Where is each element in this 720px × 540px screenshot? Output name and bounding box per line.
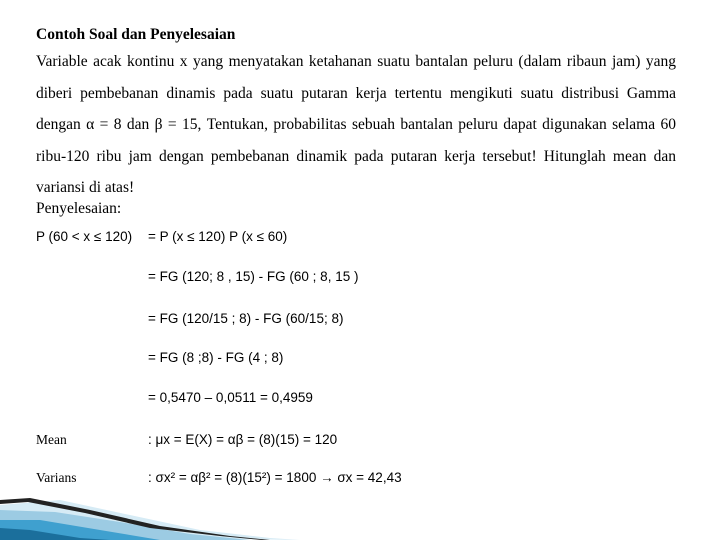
probability-lhs: P (60 < x ≤ 120) (36, 229, 133, 244)
solution-title: Penyelesaian: (36, 200, 122, 217)
step-4: = FG (8 ;8) - FG (4 ; 8) (148, 350, 284, 365)
step-5: = 0,5470 – 0,0511 = 0,4959 (148, 390, 313, 405)
mean-formula: : μx = E(X) = αβ = (8)(15) = 120 (148, 432, 338, 447)
step-3: = FG (120/15 ; 8) - FG (60/15; 8) (148, 311, 344, 326)
heading: Contoh Soal dan Penyelesaian (36, 26, 236, 43)
step-2: = FG (120; 8 , 15) - FG (60 ; 8, 15 ) (148, 269, 359, 284)
mean-label: Mean (36, 432, 67, 447)
step-1: = P (x ≤ 120) P (x ≤ 60) (148, 229, 288, 244)
variance-label: Varians (36, 470, 77, 485)
variance-formula: : σx² = αβ² = (8)(15²) = 1800 → σx = 42,43 (148, 470, 402, 485)
corner-decoration (0, 450, 300, 540)
problem-text: Variable acak kontinu x yang menyatakan ketahanan suatu bantalan peluru (dalam ribaun jam) yang diberi pembebanan dinamis pada suatu putaran kerja tertentu mengikuti suatu distribusi Gamma dengan α = 8 dan β = 15, Tentukan, probabilitas sebuah bantalan peluru dapat digunakan selama 60 ribu-120 ribu jam dengan pembebanan dinamik pada putaran kerja tersebut! Hitunglah mean dan variansi di atas! (36, 53, 676, 196)
